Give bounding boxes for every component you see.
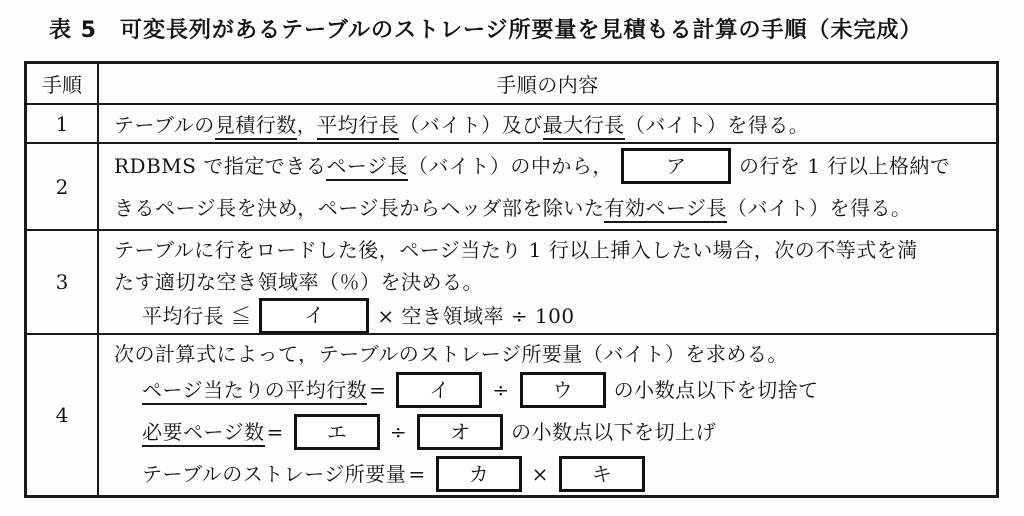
table-row-step-4: [27, 335, 996, 495]
divide-sign: ÷: [492, 378, 510, 402]
underlined-term-heikin-gyocho: 平均行長: [317, 113, 399, 140]
blank-box-i: イ: [259, 298, 369, 334]
text-segment: （バイト）を得る。: [727, 196, 912, 220]
step3-line-2: たす適切な空き領域率（％）を決める。: [114, 270, 483, 294]
underlined-term-rows-per-page: ページ当たりの平均行数: [142, 378, 367, 405]
step-number-cell: 3: [27, 231, 99, 333]
step-content-cell: [99, 231, 996, 333]
underlined-term-required-pages: 必要ページ数: [142, 420, 265, 447]
step2-line-1: [114, 145, 984, 187]
formula-tail: の小数点以下を切捨て: [613, 378, 819, 402]
blank-box-e: エ: [294, 414, 380, 450]
step3-inequality: [114, 298, 984, 333]
step-content-cell: [99, 144, 996, 229]
text-segment: （バイト）の中から，: [407, 154, 613, 178]
underlined-term-mitsumori-gyosu: 見積行数: [215, 113, 297, 140]
step2-line-2: [114, 187, 984, 229]
blank-box-ki: キ: [559, 456, 645, 492]
table-row-step-3: [27, 231, 996, 335]
step-number-cell: 4: [27, 335, 99, 495]
equals-sign: =: [369, 378, 387, 402]
formula-tail: の小数点以下を切上げ: [511, 420, 717, 444]
step-number-cell: 2: [27, 144, 99, 229]
step-number-cell: 1: [27, 105, 99, 142]
blank-box-u: ウ: [520, 372, 606, 408]
header-step-cell: 手順: [27, 64, 99, 103]
storage-requirement-label: テーブルのストレージ所要量: [142, 462, 407, 486]
divide-sign: ÷: [389, 420, 408, 444]
table-caption: 表 5 可変長列があるテーブルのストレージ所要量を見積もる計算の手順（未完成）: [49, 18, 923, 43]
table-row-step-2: [27, 144, 996, 231]
blank-box-i2: イ: [396, 372, 482, 408]
underlined-term-yuko-page-cho: 有効ページ長: [604, 196, 727, 223]
step4-formula-required-pages: [114, 411, 984, 453]
text-segment: ，: [296, 113, 318, 138]
step1-text: [114, 109, 809, 138]
text-segment: （バイト）を得る。: [624, 113, 810, 138]
inequality-rhs: × 空き領域率 ÷ 100: [377, 304, 575, 328]
blank-box-ka: カ: [436, 456, 522, 492]
underlined-term-page-cho: ページ長: [326, 154, 408, 181]
header-content-cell: 手順の内容: [496, 73, 599, 98]
table-row-step-1: [27, 105, 996, 144]
blank-box-o: オ: [417, 414, 503, 450]
text-segment: RDBMS で指定できる: [114, 154, 327, 178]
blank-box-a: ア: [621, 148, 731, 184]
step3-line-1: テーブルに行をロードした後，ページ当たり 1 行以上挿入したい場合，次の不等式を満: [114, 238, 918, 262]
step4-formula-storage-requirement: [114, 453, 984, 495]
underlined-term-saidai-gyocho: 最大行長: [543, 113, 625, 140]
step-content-cell: [99, 105, 996, 142]
text-segment: の行を 1 行以上格納で: [738, 154, 951, 178]
text-segment: （バイト）及び: [399, 113, 543, 138]
text-segment: テーブルの: [114, 113, 215, 138]
step4-formula-avg-rows-per-page: [114, 369, 984, 411]
step-content-cell: [99, 335, 996, 495]
equals-sign: =: [266, 420, 284, 444]
step4-line-1: 次の計算式によって，テーブルのストレージ所要量（バイト）を求める。: [114, 342, 788, 366]
equals-sign: =: [408, 462, 426, 486]
text-segment: きるページ長を決め，ページ長からヘッダ部を除いた: [114, 196, 605, 220]
multiply-sign: ×: [531, 462, 549, 486]
inequality-lhs: 平均行長 ≦: [142, 304, 252, 328]
table-header-row: [27, 64, 996, 105]
procedure-table: [24, 61, 999, 498]
